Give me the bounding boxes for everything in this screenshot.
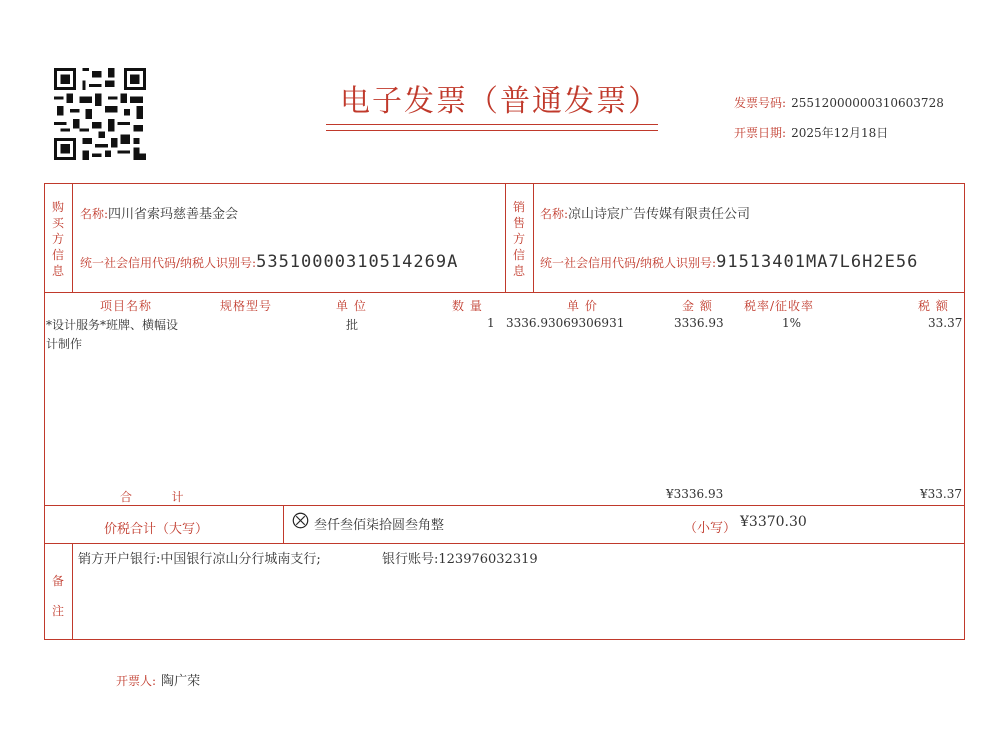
remarks-account: 银行账号:123976032319 <box>382 552 538 567</box>
header-item-name: 项目名称 <box>100 299 153 313</box>
grand-total-figure: ¥3370.30 <box>740 514 807 530</box>
grand-total-small-label: （小写） <box>684 521 737 536</box>
issuer-name: 陶广荣 <box>161 674 201 689</box>
party-divider <box>505 183 506 292</box>
title-underline-2 <box>326 130 658 131</box>
item-tax: 33.37 <box>928 316 963 330</box>
buyer-tax-id-label: 统一社会信用代码/纳税人识别号: <box>80 256 257 270</box>
header-unit: 单 位 <box>336 299 367 313</box>
title-underline <box>326 124 658 125</box>
seller-tax-id-label: 统一社会信用代码/纳税人识别号: <box>540 256 717 270</box>
buyer-name-label: 名称: <box>80 207 109 221</box>
buyer-side-label: 购买方信息 <box>51 200 64 278</box>
total-tax: ¥33.37 <box>920 487 962 501</box>
total-label: 合 计 <box>120 490 185 504</box>
invoice-title: 电子发票（普通发票） <box>340 84 660 119</box>
invoice-date-label: 开票日期: <box>734 126 787 140</box>
buyer-tax-id <box>80 252 458 272</box>
invoice-date-value: 2025年12月18日 <box>791 126 889 140</box>
buyer-side-divider <box>72 183 73 292</box>
header-amount: 金 额 <box>682 299 713 313</box>
issuer <box>116 670 200 689</box>
remarks-bank: 销方开户银行:中国银行凉山分行城南支行; <box>78 552 321 567</box>
buyer-name-value: 四川省索玛慈善基金会 <box>108 207 239 222</box>
invoice-number <box>734 92 944 111</box>
item-unit: 批 <box>346 318 359 332</box>
total-label-divider <box>283 505 284 543</box>
item-name-line1: *设计服务*班牌、横幅设 <box>46 318 179 332</box>
grand-total-words: 叁仟叁佰柒拾圆叁角整 <box>314 518 445 533</box>
seller-tax-id <box>540 252 918 272</box>
item-price: 3336.93069306931 <box>506 316 625 330</box>
cross-circle-icon <box>292 512 309 529</box>
buyer-tax-id-value: 53510000310514269A <box>256 252 459 272</box>
seller-tax-id-value: 91513401MA7L6H2E56 <box>716 252 919 272</box>
divider-total <box>44 505 965 506</box>
item-qty: 1 <box>487 316 495 330</box>
header-qty: 数 量 <box>452 299 483 313</box>
seller-side-divider <box>533 183 534 292</box>
invoice-date <box>734 122 888 141</box>
header-spec: 规格型号 <box>220 299 273 313</box>
buyer-name <box>80 203 238 222</box>
seller-name <box>540 203 750 222</box>
header-rate: 税率/征收率 <box>744 299 815 313</box>
divider-remarks <box>44 543 965 544</box>
remarks-side-divider <box>72 543 73 640</box>
header-tax: 税 额 <box>918 299 949 313</box>
qr-code-icon <box>54 68 146 160</box>
seller-name-label: 名称: <box>540 207 569 221</box>
total-amount: ¥3336.93 <box>666 487 724 501</box>
divider-parties <box>44 292 965 293</box>
item-name-line2: 计制作 <box>46 337 83 351</box>
remarks-side-label: 备注 <box>51 574 64 618</box>
invoice-number-value: 25512000000310603728 <box>791 96 944 110</box>
grand-total-label: 价税合计（大写） <box>104 522 209 537</box>
item-amount: 3336.93 <box>674 316 724 330</box>
item-rate: 1% <box>782 316 802 330</box>
header-price: 单 价 <box>567 299 598 313</box>
seller-side-label: 销售方信息 <box>512 200 525 278</box>
invoice-number-label: 发票号码: <box>734 96 787 110</box>
seller-name-value: 凉山诗宸广告传媒有限责任公司 <box>568 207 751 222</box>
issuer-label: 开票人: <box>116 674 157 688</box>
